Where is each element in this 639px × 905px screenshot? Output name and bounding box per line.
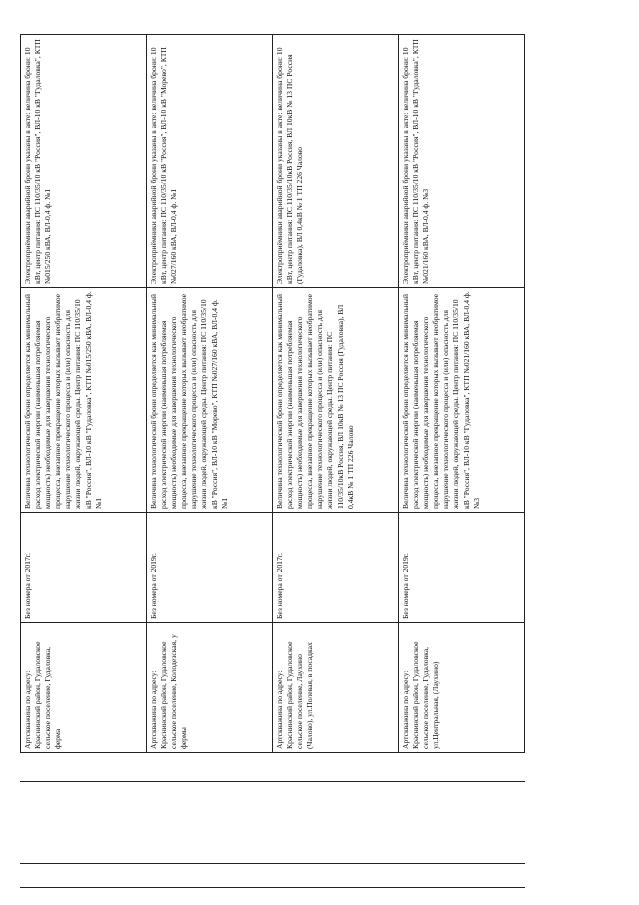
table-row [273,35,399,753]
act-cell: Без номера от 2019г. [399,513,525,623]
emergency-cell: Электроприёмники аварийной брони указаны в акте: величина брони: 10 кВт, центр питания: ПС 110/35/10 кВ "Россия", ВЛ-10 кВ "Гудаловка", КТП №015/250 кВА, ВЛ-0,4 ф. №1 [21,35,147,288]
table-row [147,35,273,753]
description-cell: Величина технологической брони определяется как минимальный расход электрической энергии (наименьшая потребляемая мощность) необходимые для завершения технологического процесса, внезапное прекращение которых вызывает необратимое нарушение технологического процесса и (или) опасность для жизни людей, окружающей среды. Центр питания: ПС 110/35/10 кВ "Россия", ВЛ-10 кВ "Гудаловка", КТП №015/250 кВА, ВЛ-0,4 ф. №1 [21,288,147,513]
act-cell: Без номера от 2017г. [273,513,399,623]
divider-line [20,887,525,888]
act-cell: Без номера от 2017г. [21,513,147,623]
rotated-table-container [20,35,525,753]
table-row [21,35,147,753]
emergency-cell: Электроприёмники аварийной брони указаны в акте: величина брони: 10 кВт, центр питания: ПС 110/35/10кВ Россия, ВЛ 10кВ № 13 ПС Россия (Гудаловка), ВЛ 0,4кВ № 1 ТП 226 Чалово [273,35,399,288]
emergency-cell: Электроприёмники аварийной брони указаны в акте: величина брони: 10 кВт, центр питания: ПС 110/35/10 кВ "Россия", ВЛ-10 кВ "Морево", КТП №027/160 кВА, ВЛ-0,4 ф. №1 [147,35,273,288]
address-cell: Артскважина по адресу: Краснинский район, Гудаловское сельское поселение, Колодезская, у фермы [147,623,273,753]
address-cell: Артскважина по адресу: Краснинский район, Гудаловское сельское поселение, Лаухино (Чалово), ул.Полевая, в посадках [273,623,399,753]
divider-line [20,781,525,782]
address-cell: Артскважина по адресу: Краснинский район, Гудаловское сельское поселение, Гудаловка, ферма [21,623,147,753]
description-cell: Величина технологической брони определяется как минимальный расход электрической энергии (наименьшая потребляемая мощность) необходимые для завершения технологического процесса, внезапное прекращение которых вызывает необратимое нарушение технологического процесса и (или) опасность для жизни людей, окружающей среды. Центр питания: ПС 110/35/10 кВ "Россия", ВЛ-10 кВ "Морево", КТП №027/160 кВА, ВЛ-0,4 ф. №1 [147,288,273,513]
description-cell: Величина технологической брони определяется как минимальный расход электрической энергии (наименьшая потребляемая мощность) необходимые для завершения технологического процесса, внезапное прекращение которых вызывает необратимое нарушение технологического процесса и (или) опасность для жизни людей, окружающей среды. Центр питания: ПС 110/35/10 кВ "Россия", ВЛ-10 кВ "Гудаловка", КТП №021/160 кВА, ВЛ-0,4 ф. №3 [399,288,525,513]
address-cell: Артскважина по адресу: Краснинский район, Гудаловское сельское поселение, Гудаловка, ул.Центральная, (Лаухино) [399,623,525,753]
divider-line [20,863,525,864]
act-cell: Без номера от 2019г. [147,513,273,623]
emergency-cell: Электроприёмники аварийной брони указаны в акте: величина брони: 10 кВт, центр питания: ПС 110/35/10 кВ "Россия", ВЛ-10 кВ "Гудаловка", КТП №021/160 кВА, ВЛ-0,4 ф. №3 [399,35,525,288]
table-row [399,35,525,753]
reservation-table [20,34,525,753]
description-cell: Величина технологической брони определяется как минимальный расход электрической энергии (наименьшая потребляемая мощность) необходимые для завершения технологического процесса, внезапное прекращение которых вызывает необратимое нарушение технологического процесса и (или) опасность для жизни людей, окружающей среды. Центр питания: ПС 110/35/10кВ Россия, ВЛ 10кВ № 13 ПС Россия (Гудаловка), ВЛ 0,4кВ № 1 ТП 226 Чалово [273,288,399,513]
